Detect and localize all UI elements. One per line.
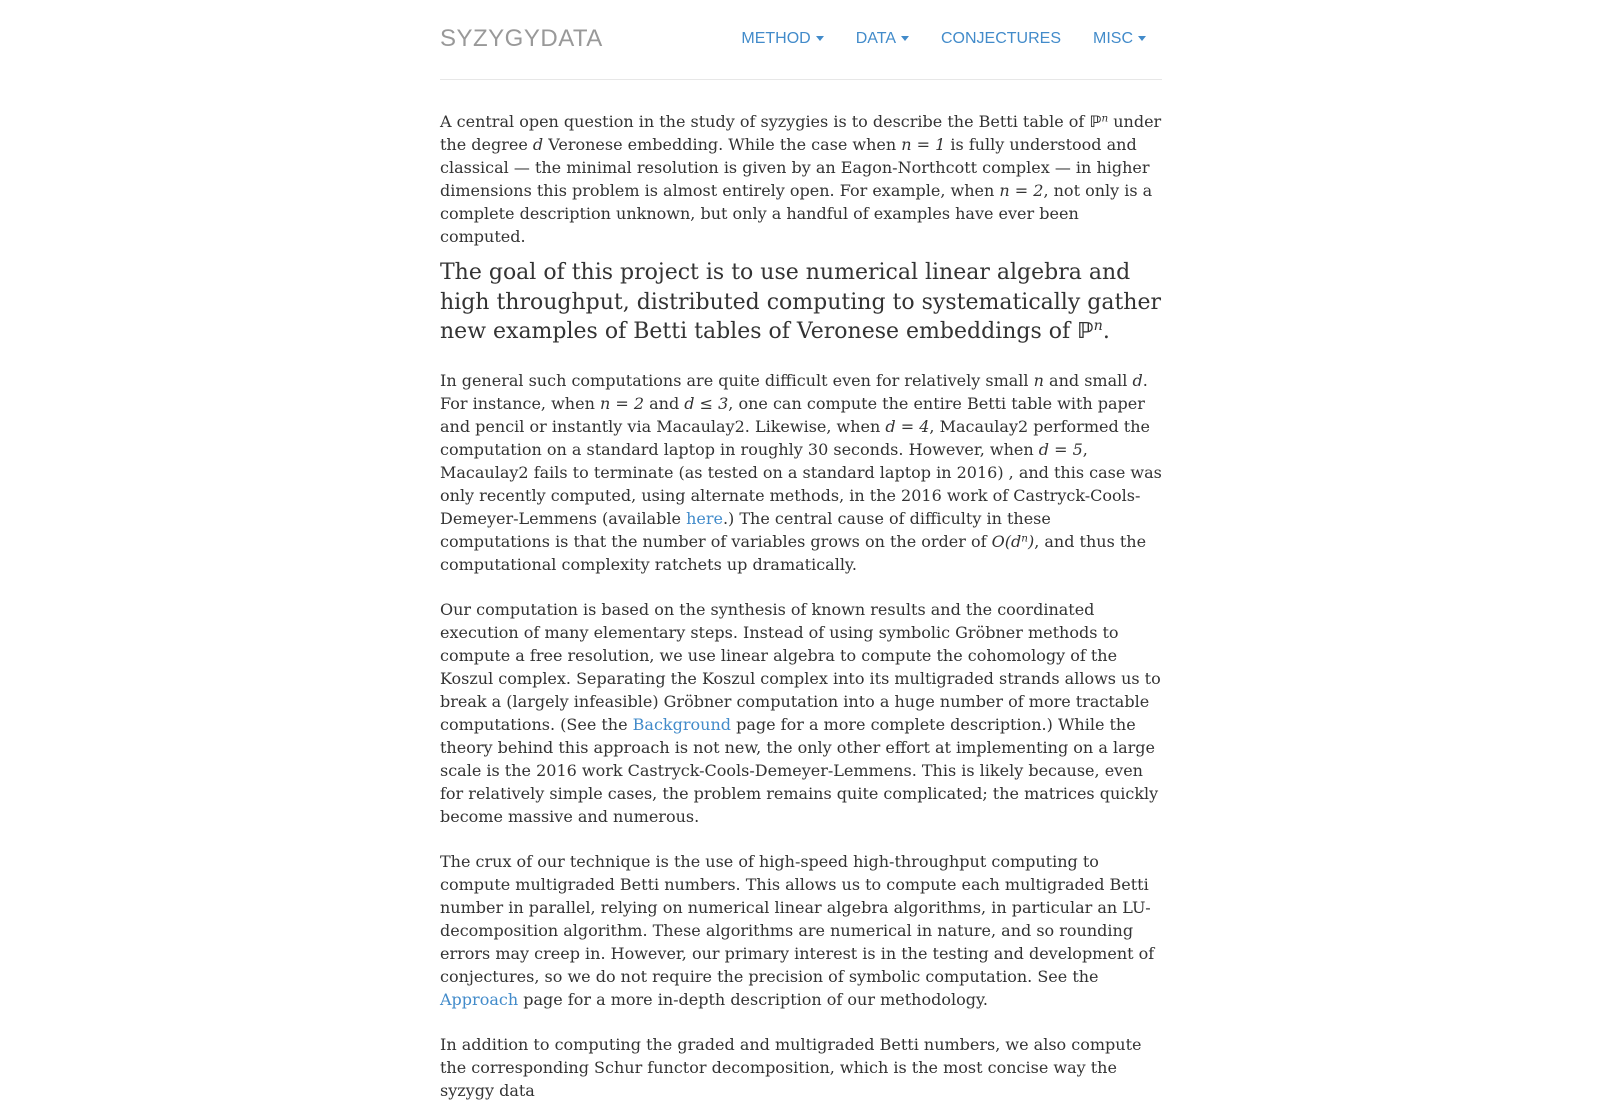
method-paragraph: Our computation is based on the synthesis of known results and the coordinated execution of many elementary steps. Instead of using symbolic Gröbner methods to compute a free resolution, we use linear algebra to compute the cohomology of the Koszul complex. Separating the Koszul complex into its multigraded strands allows us to break a (largely infeasible) Gröbner computation into a huge number of more tractable computations. (See the Background page for a more complete description.) While the theory behind this approach is not new, the only other effort at implementing on a large scale is the 2016 work Castryck-Cools-Demeyer-Lemmens. This is likely because, even for relatively simple cases, the problem remains quite complicated; the matrices quickly become massive and numerous. — [440, 599, 1161, 826]
caret-down-icon — [1138, 36, 1146, 41]
nav-misc-dropdown[interactable] — [1077, 30, 1162, 48]
nav-conjectures-link[interactable] — [925, 30, 1077, 48]
nav-data-dropdown[interactable] — [840, 30, 925, 48]
nav-method-dropdown[interactable] — [725, 30, 839, 48]
technique-paragraph: The crux of our technique is the use of high-speed high-throughput computing to compute multigraded Betti numbers. This allows us to compute each multigraded Betti number in parallel, relying on numerical linear algebra algorithms, in particular an LU-decomposition algorithm. These algorithms are numerical in nature, and so rounding errors may creep in. However, our primary interest is in the testing and development of conjectures, so we do not require the precision of symbolic computation. See the Approach page for a more in-depth description of our methodology. — [440, 851, 1155, 1009]
nav-data-label: DATA — [855, 29, 896, 47]
approach-link[interactable]: Approach — [440, 989, 519, 1009]
nav-misc-label: MISC — [1093, 29, 1133, 47]
nav-method-label: METHOD — [741, 29, 811, 47]
background-link[interactable]: Background — [632, 714, 731, 734]
navbar — [440, 0, 1162, 80]
project-goal-lead: The goal of this project is to use numerical linear algebra and high throughput, distributed computing to systematically gather new examples of Betti tables of Veronese embeddings of ℙ$^n$. — [440, 260, 1161, 344]
nav-conjectures-label: CONJECTURES — [940, 29, 1061, 47]
schur-paragraph: In addition to computing the graded and multigraded Betti numbers, we also compute the corresponding Schur functor decomposition, which is the most concise way the syzygy data — [440, 1034, 1142, 1100]
here-link[interactable]: here — [686, 508, 723, 528]
nav-menu — [725, 30, 1162, 48]
page-container — [440, 0, 1162, 1102]
difficulty-paragraph: In general such computations are quite difficult even for relatively small n and small d. For instance, when n = 2 and d ≤ 3, one can compute the entire Betti table with paper and pencil or instantly via Macaulay2. Likewise, when d = 4, Macaulay2 performed the computation on a standard laptop in roughly 30 seconds. However, when d = 5, Macaulay2 fails to terminate (as tested on a standard laptop in 2016) , and this case was only recently computed, using alternate methods, in the 2016 work of Castryck-Cools-Demeyer-Lemmens (available here.) The central cause of difficulty in these computations is that the number of variables grows on the order of $O(d^n)$, and thus the computational complexity ratchets up dramatically. — [440, 370, 1162, 574]
intro-paragraph: A central open question in the study of syzygies is to describe the Betti table of ℙ$^n$ under the degree d Veronese embedding. While the case when n = 1 is fully understood and classical — the minimal resolution is given by an Eagon-Northcott complex — in higher dimensions this problem is almost entirely open. For example, when n = 2, not only is a complete description unknown, but only a handful of examples have ever been computed. — [440, 112, 1162, 246]
brand-logo[interactable]: SYZYGYDATA — [440, 24, 603, 52]
main-content — [440, 80, 1162, 1102]
caret-down-icon — [816, 36, 824, 41]
caret-down-icon — [901, 36, 909, 41]
